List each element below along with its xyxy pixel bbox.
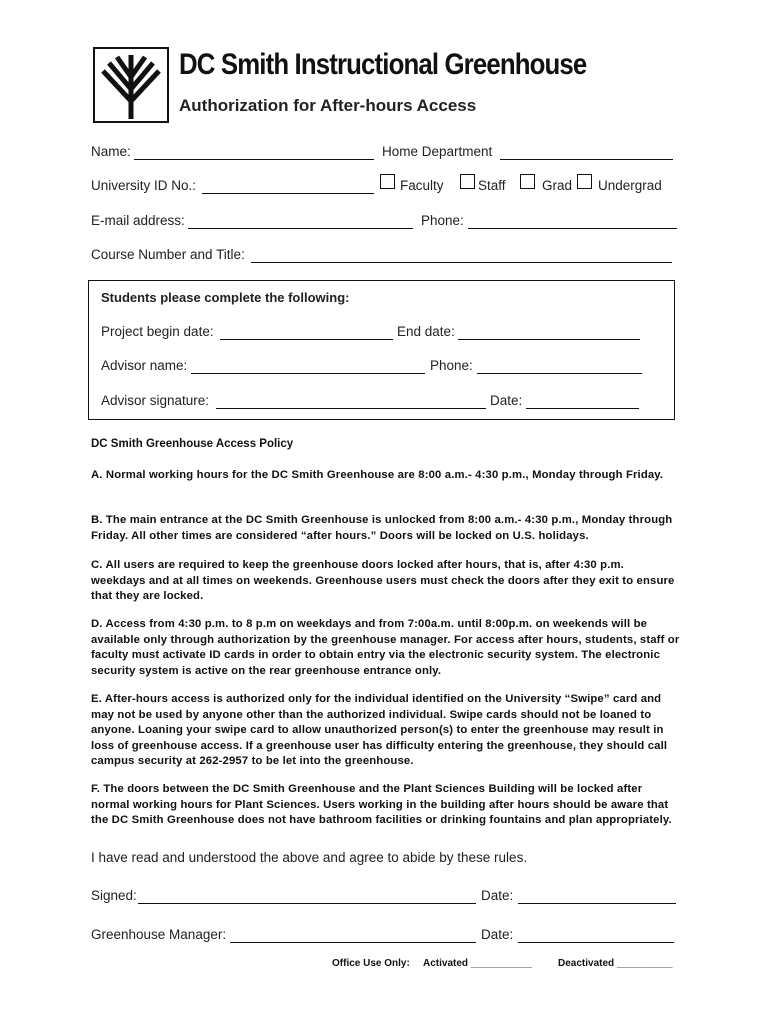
greenhouse-tree-logo-icon <box>93 47 169 123</box>
staff-label: Staff <box>478 178 506 193</box>
grad-label: Grad <box>542 178 573 193</box>
policy-item-f: F. The doors between the DC Smith Greenhouse and the Plant Sciences Building will be locked after normal working hours for Plant Sciences. Users working in the building after hours should be aware that the DC Smith Greenhouse does not have bathroom facilities or drinking fountains and plan appropriately. <box>91 783 672 826</box>
manager-label: Greenhouse Manager: <box>91 927 227 942</box>
phone-field[interactable] <box>468 228 677 229</box>
advisor-name-field[interactable] <box>191 373 425 374</box>
policy-item-d: D. Access from 4:30 p.m. to 8 p.m on weekdays and from 7:00a.m. until 8:00p.m. on weekends will be available only through authorization by the greenhouse manager. For access after hours, students, staff or faculty must activate ID cards in order to obtain entry via the electronic security system. The electronic security system is active on the rear greenhouse entrance only. <box>91 618 680 677</box>
undergrad-label: Undergrad <box>598 178 662 193</box>
policy-item-b: B. The main entrance at the DC Smith Greenhouse is unlocked from 8:00 a.m.- 4:30 p.m., Monday through Friday. All other times are considered “after hours.” Doors will be locked on U.S. holidays. <box>91 514 673 542</box>
students-heading: Students please complete the following: <box>101 290 350 305</box>
faculty-label: Faculty <box>400 178 444 193</box>
advisor-signature-field[interactable] <box>216 408 486 409</box>
name-label: Name: <box>91 144 131 159</box>
end-date-field[interactable] <box>458 339 640 340</box>
end-date-label: End date: <box>397 324 455 339</box>
signed-date-label: Date: <box>481 888 514 903</box>
manager-signature-field[interactable] <box>230 942 476 943</box>
grad-checkbox[interactable] <box>520 174 535 189</box>
manager-date-field[interactable] <box>518 942 674 943</box>
advisor-phone-label: Phone: <box>430 358 473 373</box>
signed-date-field[interactable] <box>518 903 676 904</box>
signature-field[interactable] <box>138 903 476 904</box>
faculty-checkbox[interactable] <box>380 174 395 189</box>
policy-title: DC Smith Greenhouse Access Policy <box>91 438 294 450</box>
advisor-signature-label: Advisor signature: <box>101 393 210 408</box>
agreement-statement: I have read and understood the above and agree to abide by these rules. <box>91 850 528 865</box>
policy-item-c: C. All users are required to keep the greenhouse doors locked after hours, that is, after 4:30 p.m. weekdays and at all times on weekends. Greenhouse users must check the doors after they exit to ensure that they are locked. <box>91 559 675 602</box>
page-subtitle: Authorization for After-hours Access <box>179 96 477 115</box>
advisor-phone-field[interactable] <box>477 373 642 374</box>
manager-date-label: Date: <box>481 927 514 942</box>
project-begin-field[interactable] <box>220 339 393 340</box>
advisor-date-field[interactable] <box>526 408 639 409</box>
advisor-name-label: Advisor name: <box>101 358 188 373</box>
policy-item-a: A. Normal working hours for the DC Smith Greenhouse are 8:00 a.m.- 4:30 p.m., Monday through Friday. <box>91 469 664 481</box>
activated-field: Activated ___________ <box>423 958 532 969</box>
project-begin-label: Project begin date: <box>101 324 214 339</box>
email-label: E-mail address: <box>91 213 185 228</box>
email-field[interactable] <box>188 228 413 229</box>
university-id-label: University ID No.: <box>91 178 197 193</box>
page-title: DC Smith Instructional Greenhouse <box>179 48 587 81</box>
phone-label: Phone: <box>421 213 464 228</box>
course-field[interactable] <box>251 262 672 263</box>
name-field[interactable] <box>134 159 374 160</box>
policy-item-e: E. After-hours access is authorized only for the individual identified on the University “Swipe” card and may not be used by anyone other than the authorized individual. Swipe cards should not be loaned to anyone. Loaning your swipe card to allow unauthorized person(s) to enter the greenhouse may result in loss of greenhouse access. If a greenhouse user has difficulty entering the greenhouse, they should call campus security at 262-2957 to be let into the greenhouse. <box>91 693 668 767</box>
deactivated-field: Deactivated __________ <box>558 958 673 969</box>
home-department-field[interactable] <box>500 159 673 160</box>
staff-checkbox[interactable] <box>460 174 475 189</box>
home-department-label: Home Department <box>382 144 493 159</box>
university-id-field[interactable] <box>202 193 374 194</box>
office-use-label: Office Use Only: <box>332 958 410 969</box>
advisor-date-label: Date: <box>490 393 523 408</box>
undergrad-checkbox[interactable] <box>577 174 592 189</box>
course-label: Course Number and Title: <box>91 247 245 262</box>
signed-label: Signed: <box>91 888 137 903</box>
